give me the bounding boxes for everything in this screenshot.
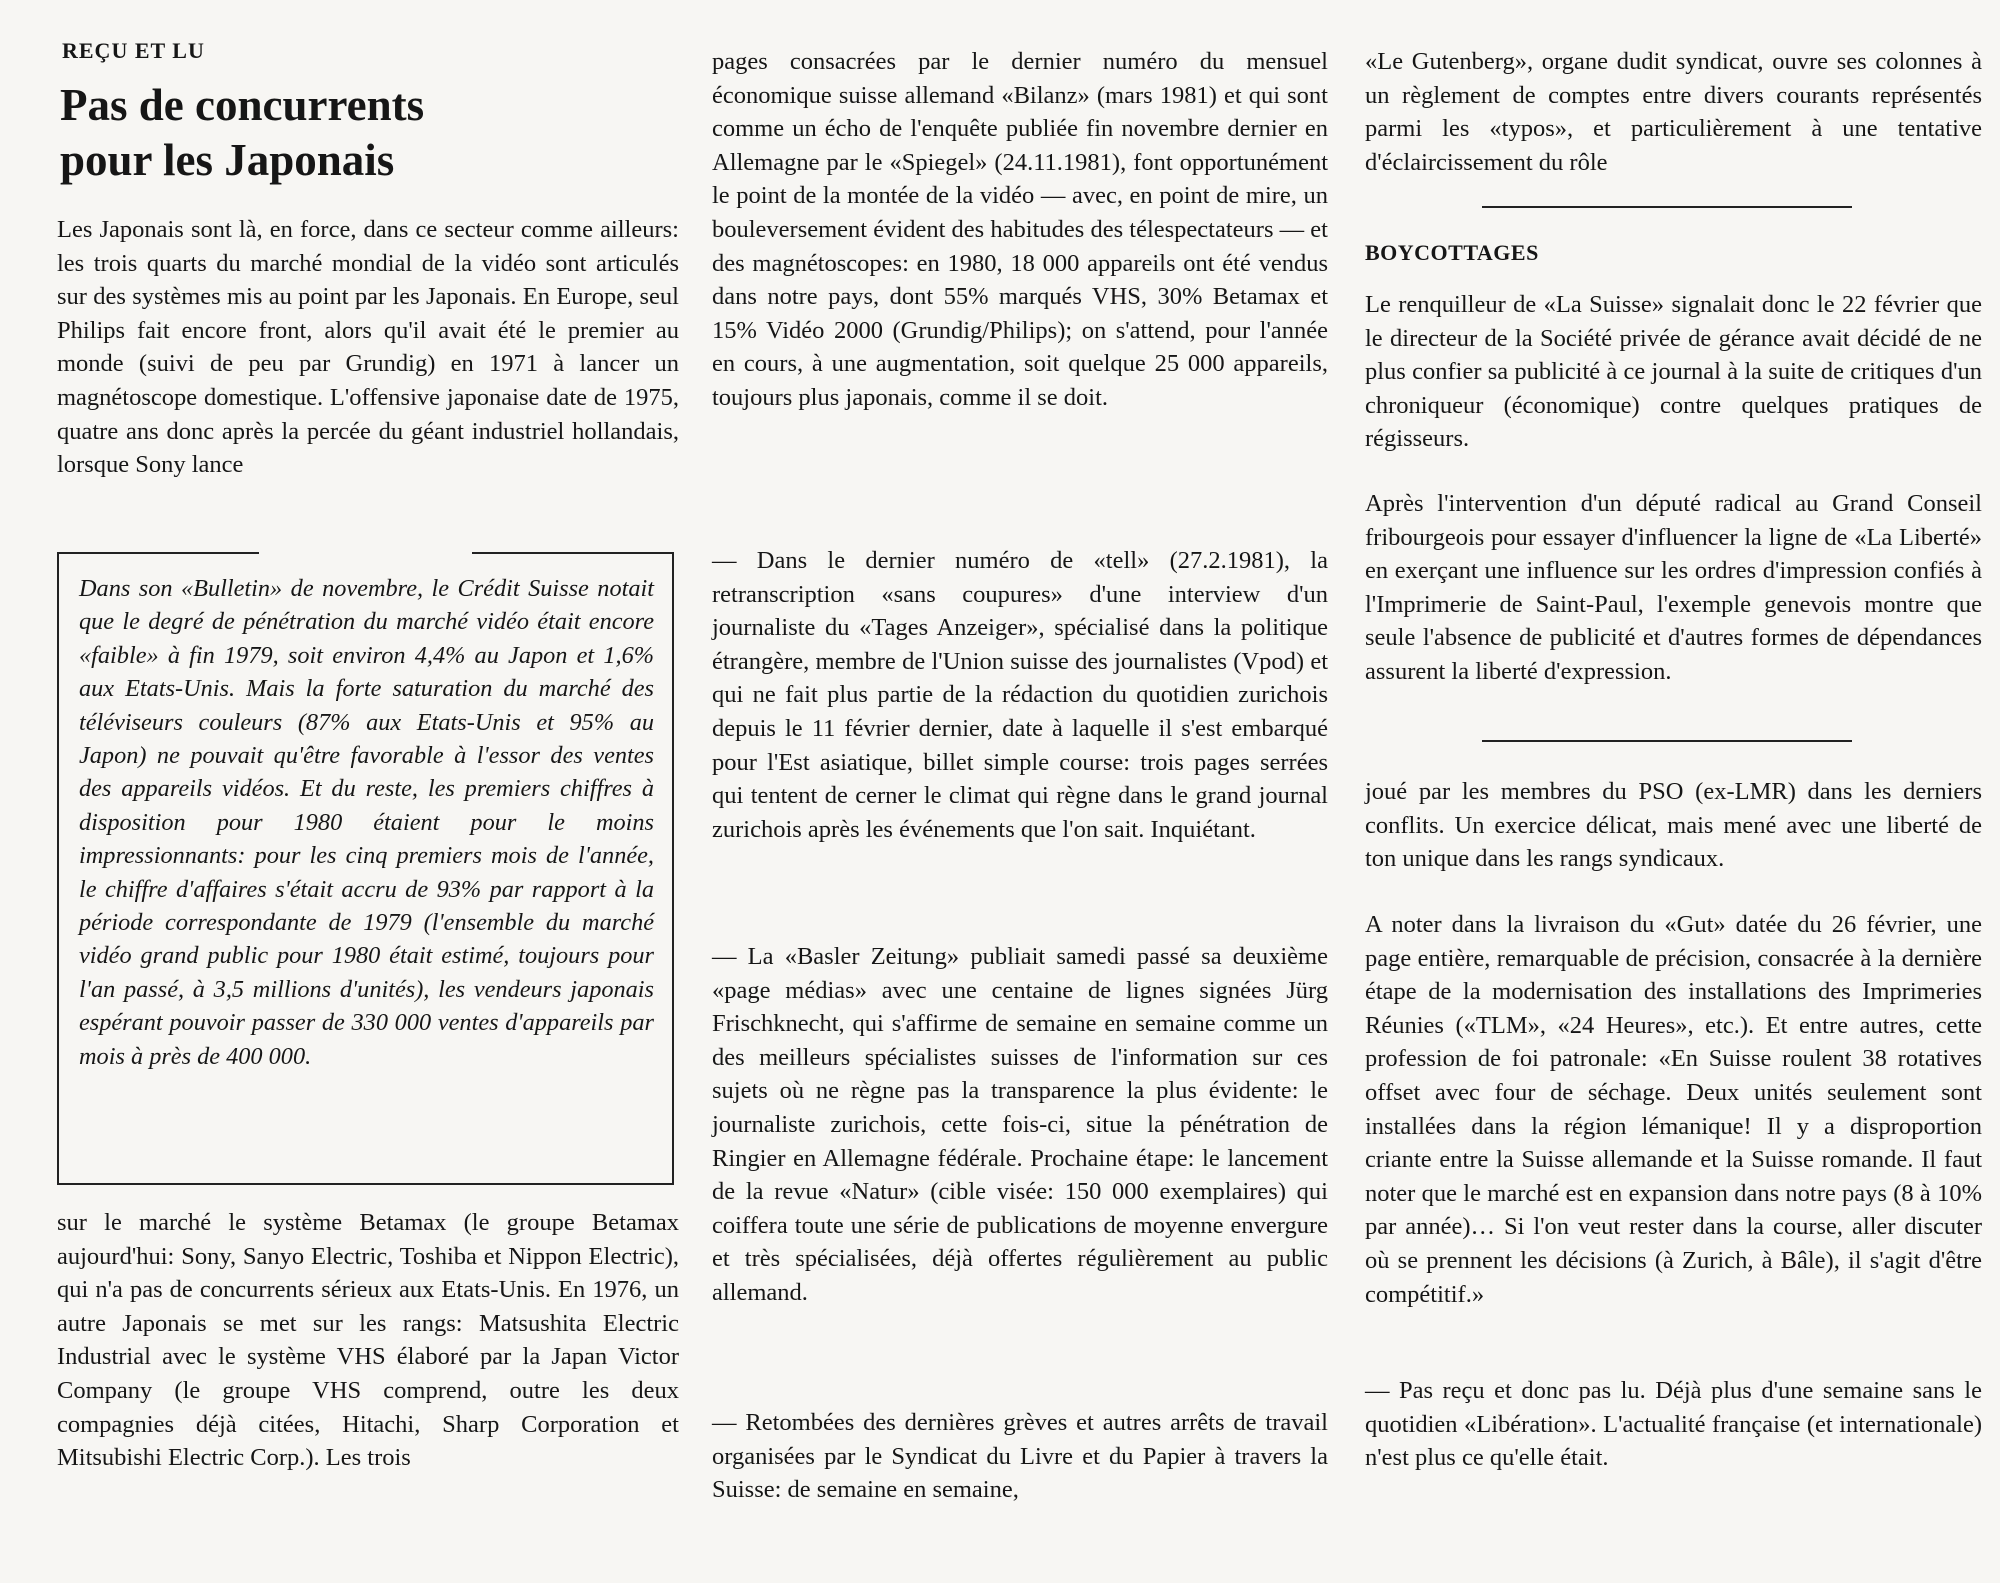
title-line-2: pour les Japonais [60, 135, 395, 185]
article-title [60, 78, 424, 188]
column3-paragraph-6: — Pas reçu et donc pas lu. Déjà plus d'une semaine sans le quotidien «Libération». L'actualité française (et internationale) n'est plus ce qu'elle était. [1365, 1377, 1982, 1472]
column3-paragraph-5: A noter dans la livraison du «Gut» datée du 26 février, une page entière, remarquable de précision, consacrée à la dernière étape de la modernisation des installations des Imprimeries Réunies («TLM», «24 Heures», etc.). Et entre autres, cette profession de foi patronale: «En Suisse roulent 38 rotatives offset avec four de séchage. Deux unités seulement sont installées dans la région lémanique! Il y a disproportion criante entre la Suisse allemande et la Suisse romande. Il faut noter que le marché est en expansion dans notre pays (8 à 10% par année)… Si l'on veut rester dans la course, aller discuter où se prennent les décisions (à Zurich, à Bâle), il s'agit d'être compétitif.» [1365, 911, 1982, 1308]
section-divider-bottom [1482, 740, 1852, 742]
title-line-1: Pas de concurrents [60, 80, 425, 130]
column2-paragraph-3: — La «Basler Zeitung» publiait samedi passé sa deuxième «page médias» avec une centaine de lignes signées Jürg Frischknecht, qui s'affirme de semaine en semaine comme un des meilleurs spécialistes suisses de l'information sur ces sujets où ne règne pas la transparence la plus évidente: le journaliste zurichois, cette fois-ci, situe la pénétration de Ringier en Allemagne fédérale. Prochaine étape: le lancement de la revue «Natur» (cible visée: 150 000 exemplaires) qui coiffera toute une série de publications de moyenne envergure et très spécialisées, déjà offertes régulièrement au public allemand. [712, 943, 1328, 1306]
column3-paragraph-3: Après l'intervention d'un député radical au Grand Conseil fribourgeois pour essayer d'influencer la ligne de «La Liberté» en exerçant une influence sur les ordres d'impression confiés à l'Imprimerie de Saint-Paul, l'exemple genevois montre que seule l'absence de publicité et d'autres formes de dépendances assurent la liberté d'expression. [1365, 490, 1982, 685]
column3-paragraph-1: «Le Gutenberg», organe dudit syndicat, ouvre ses colonnes à un règlement de comptes entre divers courants représentés parmi les «typos», et particulièrement à une tentative d'éclaircissement du rôle [1365, 48, 1982, 176]
column2-paragraph-4: — Retombées des dernières grèves et autres arrêts de travail organisées par le Syndicat du Livre et du Papier à travers la Suisse: de semaine en semaine, [712, 1409, 1328, 1504]
box-top-rule-right [472, 552, 672, 554]
sidebar-box-text: Dans son «Bulletin» de novembre, le Crédit Suisse notait que le degré de pénétration du marché vidéo était encore «faible» à fin 1979, soit environ 4,4% au Japon et 1,6% aux Etats-Unis. Mais la forte saturation du marché des téléviseurs couleurs (87% aux Etats-Unis et 95% au Japon) ne pouvait qu'être favorable à l'essor des ventes des appareils vidéos. Et du reste, les premiers chiffres à disposition pour 1980 étaient pour le moins impressionnants: pour les cinq premiers mois de l'année, le chiffre d'affaires s'était accru de 93% par rapport à la période correspondante de 1979 (l'ensemble du marché vidéo grand public pour 1980 était estimé, toujours pour l'an passé, à 3,5 millions d'unités), les vendeurs japonais espérant pouvoir passer de 330 000 ventes d'appareils par mois à près de 400 000. [79, 575, 654, 1070]
section-divider-top [1482, 206, 1852, 208]
sidebar-box [57, 552, 674, 1185]
box-top-rule-left [59, 552, 259, 554]
column3-paragraph-4: joué par les membres du PSO (ex-LMR) dans les derniers conflits. Un exercice délicat, mais mené avec une liberté de ton unique dans les rangs syndicaux. [1365, 778, 1982, 873]
column1-continuation: sur le marché le système Betamax (le groupe Betamax aujourd'hui: Sony, Sanyo Electric, Toshiba et Nippon Electric), qui n'a pas de concurrents sérieux aux Etats-Unis. En 1976, un autre Japonais se met sur les rangs: Matsushita Electric Industrial avec le système VHS élaboré par la Japan Victor Company (le groupe VHS comprend, outre les deux compagnies déjà citées, Hitachi, Sharp Corporation et Mitsubishi Electric Corp.). Les trois [57, 1209, 679, 1472]
subheading-boycottages: BOYCOTTAGES [1365, 240, 1539, 265]
column2-paragraph-1: pages consacrées par le dernier numéro du mensuel économique suisse allemand «Bilanz» (mars 1981) et qui sont comme un écho de l'enquête publiée fin novembre dernier en Allemagne par le «Spiegel» (24.11.1981), font opportunément le point de la montée de la vidéo — avec, en point de mire, un bouleversement évident des habitudes des télespectateurs — et des magnétoscopes: en 1980, 18 000 appareils ont été vendus dans notre pays, dont 55% marqués VHS, 30% Betamax et 15% Vidéo 2000 (Grundig/Philips); on s'attend, pour l'année en cours, à une augmentation, soit quelque 25 000 appareils, toujours plus japonais, comme il se doit. [712, 48, 1328, 411]
section-kicker: REÇU ET LU [62, 38, 205, 63]
column3-paragraph-2: Le renquilleur de «La Suisse» signalait donc le 22 février que le directeur de la Société privée de gérance avait décidé de ne plus confier sa publicité à ce journal à la suite de critiques d'un chroniqueur (économique) contre quelques pratiques de régisseurs. [1365, 291, 1982, 453]
intro-paragraph: Les Japonais sont là, en force, dans ce secteur comme ailleurs: les trois quarts du marché mondial de la vidéo sont articulés sur des systèmes mis au point par les Japonais. En Europe, seul Philips fait encore front, alors qu'il avait été le premier au monde (suivi de peu par Grundig) en 1971 à lancer un magnétoscope domestique. L'offensive japonaise date de 1975, quatre ans donc après la percée du géant industriel hollandais, lorsque Sony lance [57, 216, 679, 479]
column2-paragraph-2: — Dans le dernier numéro de «tell» (27.2.1981), la retranscription «sans coupures» d'une interview d'un journaliste du «Tages Anzeiger», spécialisé dans la politique étrangère, membre de l'Union suisse des journalistes (Vpod) et qui ne fait plus partie de la rédaction du quotidien zurichois depuis le 11 février dernier, date à laquelle il s'est embarqué pour l'Est asiatique, billet simple course: trois pages serrées qui tentent de cerner le climat qui règne dans le grand journal zurichois après les événements que l'on sait. Inquiétant. [712, 547, 1328, 843]
